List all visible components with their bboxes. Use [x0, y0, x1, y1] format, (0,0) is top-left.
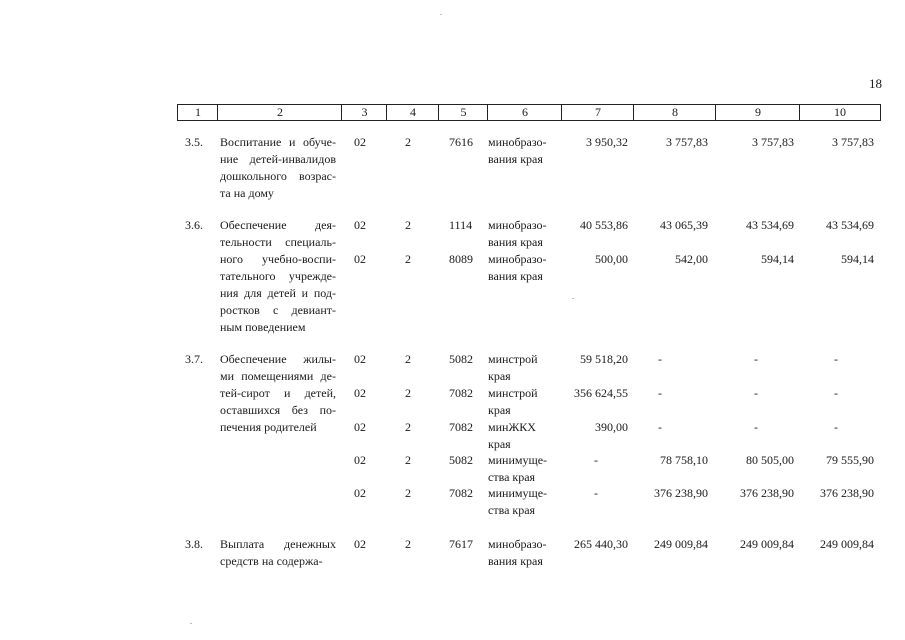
cell-col-5: 7616: [449, 135, 473, 149]
cell-col-6: минимуще-ства края: [488, 486, 548, 517]
cell-col-8: 43 065,39: [660, 218, 708, 232]
cell-col-10: 43 534,69: [826, 218, 874, 232]
cell-col-7: 500,00: [595, 252, 628, 266]
cell-col-4: 2: [405, 386, 411, 400]
row-description: Воспитание и обуче-ние детей-инвалидов дошкольного возрас-та на дому: [220, 135, 336, 200]
cell-col-7: 40 553,86: [580, 218, 628, 232]
cell-col-8: 78 758,10: [660, 453, 708, 467]
cell-col-3: 02: [354, 135, 366, 149]
cell-col-6: минобразо-вания края: [488, 537, 547, 568]
cell-col-10: -: [834, 420, 838, 434]
cell-col-4: 2: [405, 486, 411, 500]
cell-col-3: 02: [354, 486, 366, 500]
cell-col-9: 80 505,00: [746, 453, 794, 467]
cell-col-7: 59 518,20: [580, 352, 628, 366]
cell-col-7: -: [594, 453, 598, 467]
cell-col-10: 3 757,83: [832, 135, 874, 149]
cell-col-9: 376 238,90: [740, 486, 794, 500]
row-number: 3.8.: [185, 537, 203, 551]
cell-col-9: -: [754, 386, 758, 400]
header-col-1: 1: [177, 104, 218, 121]
cell-col-3: 02: [354, 252, 366, 266]
scan-speck: [440, 14, 442, 15]
header-col-9: 9: [715, 104, 800, 121]
cell-col-8: 542,00: [675, 252, 708, 266]
row-number: 3.6.: [185, 218, 203, 232]
cell-col-10: 376 238,90: [820, 486, 874, 500]
cell-col-9: -: [754, 420, 758, 434]
header-col-3: 3: [341, 104, 387, 121]
cell-col-5: 7082: [449, 386, 473, 400]
cell-col-4: 2: [405, 352, 411, 366]
row-number: 3.5.: [185, 135, 203, 149]
cell-col-3: 02: [354, 386, 366, 400]
cell-col-9: 3 757,83: [752, 135, 794, 149]
cell-col-7: 390,00: [595, 420, 628, 434]
cell-col-9: 249 009,84: [740, 537, 794, 551]
header-col-10: 10: [799, 104, 881, 121]
cell-col-10: -: [834, 386, 838, 400]
cell-col-7: -: [594, 486, 598, 500]
cell-col-4: 2: [405, 218, 411, 232]
row-number: 3.7.: [185, 352, 203, 366]
scan-speck: [572, 298, 574, 299]
cell-col-4: 2: [405, 252, 411, 266]
scan-speck: [190, 623, 192, 624]
cell-col-6: минимуще-ства края: [488, 453, 548, 484]
cell-col-9: 43 534,69: [746, 218, 794, 232]
row-description: Обеспечение дея-тельности специаль-ного учебно-воспи-тательного учрежде-ния для детей и под-ростков с девиант-ным поведением: [220, 218, 336, 334]
cell-col-6: минобразо-вания края: [488, 135, 547, 166]
cell-col-7: 356 624,55: [574, 386, 628, 400]
cell-col-5: 5082: [449, 352, 473, 366]
header-col-2: 2: [217, 104, 342, 121]
cell-col-4: 2: [405, 420, 411, 434]
row-description: Выплата денежных средств на содержа-: [220, 537, 336, 568]
cell-col-8: 3 757,83: [666, 135, 708, 149]
cell-col-10: -: [834, 352, 838, 366]
cell-col-10: 249 009,84: [820, 537, 874, 551]
cell-col-8: -: [658, 386, 662, 400]
cell-col-5: 7082: [449, 420, 473, 434]
cell-col-9: 594,14: [761, 252, 794, 266]
cell-col-6: минобразо-вания края: [488, 252, 547, 283]
cell-col-10: 79 555,90: [826, 453, 874, 467]
cell-col-7: 3 950,32: [586, 135, 628, 149]
cell-col-3: 02: [354, 453, 366, 467]
cell-col-3: 02: [354, 537, 366, 551]
cell-col-5: 7082: [449, 486, 473, 500]
cell-col-3: 02: [354, 420, 366, 434]
cell-col-5: 7617: [449, 537, 473, 551]
header-col-5: 5: [438, 104, 488, 121]
cell-col-3: 02: [354, 352, 366, 366]
cell-col-10: 594,14: [841, 252, 874, 266]
header-col-4: 4: [386, 104, 439, 121]
cell-col-8: 249 009,84: [654, 537, 708, 551]
cell-col-6: минстрой края: [488, 352, 538, 383]
cell-col-4: 2: [405, 537, 411, 551]
cell-col-4: 2: [405, 453, 411, 467]
cell-col-3: 02: [354, 218, 366, 232]
cell-col-5: 5082: [449, 453, 473, 467]
cell-col-7: 265 440,30: [574, 537, 628, 551]
cell-col-4: 2: [405, 135, 411, 149]
header-col-7: 7: [561, 104, 634, 121]
cell-col-6: минобразо-вания края: [488, 218, 547, 249]
header-col-8: 8: [633, 104, 716, 121]
cell-col-8: -: [658, 420, 662, 434]
header-col-6: 6: [487, 104, 562, 121]
cell-col-6: минстрой края: [488, 386, 538, 417]
cell-col-6: минЖКХ края: [488, 420, 536, 451]
row-description: Обеспечение жилы-ми помещениями де-тей-сирот и детей, оставшихся без по-печения родителей: [220, 352, 336, 434]
cell-col-5: 1114: [449, 218, 473, 232]
page-number: 18: [869, 76, 882, 91]
cell-col-8: 376 238,90: [654, 486, 708, 500]
cell-col-5: 8089: [449, 252, 473, 266]
cell-col-8: -: [658, 352, 662, 366]
cell-col-9: -: [754, 352, 758, 366]
